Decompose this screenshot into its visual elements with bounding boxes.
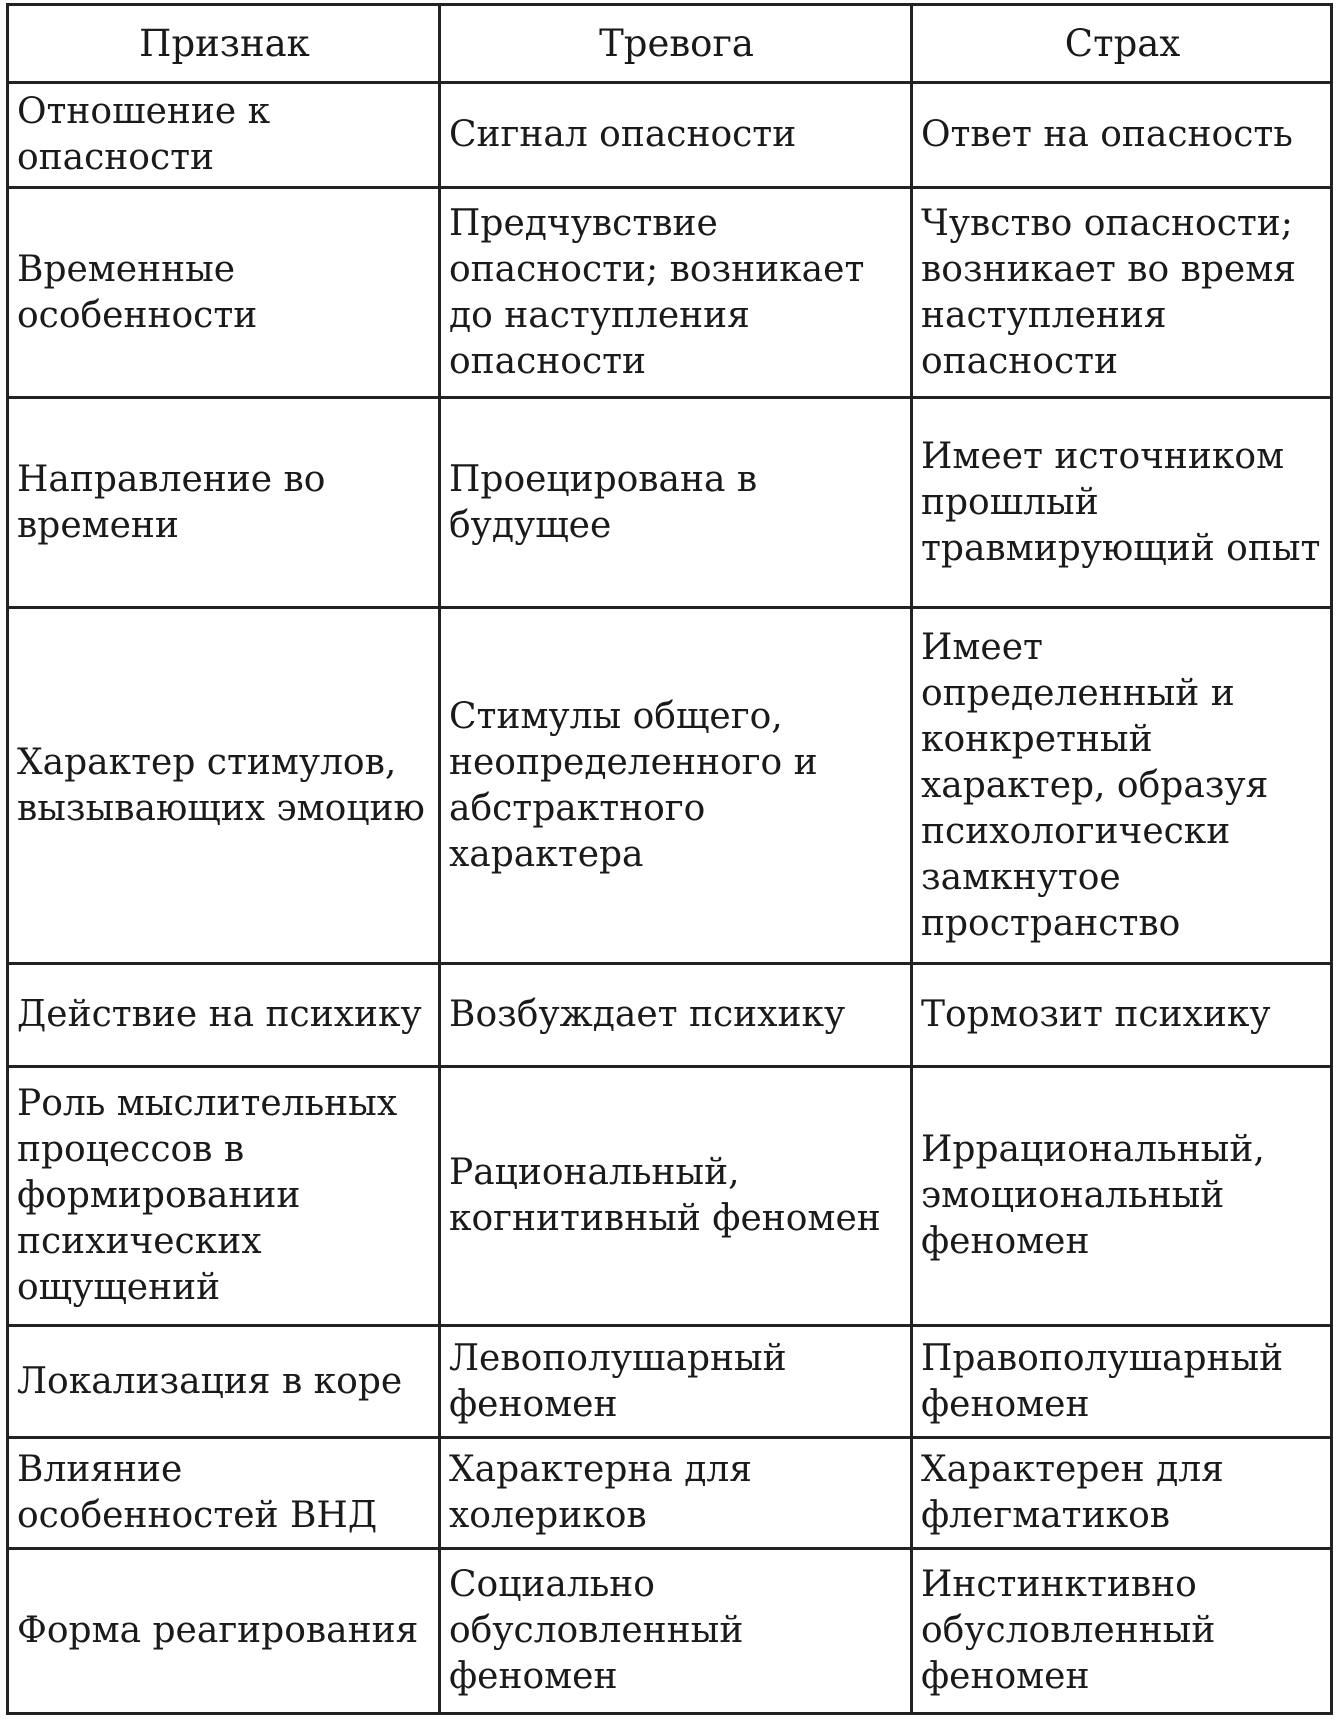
table-row [8, 83, 1332, 188]
row-fear-text: Чувство опасности; возникает во время наступления опасности [921, 202, 1296, 382]
table-header-row [8, 5, 1332, 83]
row-feature-text: Временные особенности [17, 248, 258, 336]
table-row [8, 1438, 1332, 1549]
row-fear-cell [912, 83, 1332, 188]
row-anxiety-text: Характерна для холериков [449, 1449, 753, 1537]
row-feature-cell [8, 1549, 440, 1714]
row-fear-text: Характерен для флегматиков [921, 1449, 1224, 1537]
row-anxiety-text: Социально обусловленный феномен [449, 1564, 744, 1698]
row-feature-cell [8, 188, 440, 398]
row-anxiety-cell [440, 398, 912, 608]
row-feature-cell [8, 83, 440, 188]
row-fear-text: Инстинктивно обусловленный феномен [921, 1564, 1216, 1698]
row-anxiety-text: Левополушарный феномен [449, 1337, 787, 1425]
row-feature-text: Действие на психику [17, 994, 422, 1036]
row-feature-text: Форма реагирования [17, 1610, 419, 1652]
row-fear-text: Ответ на опасность [921, 114, 1293, 156]
row-anxiety-text: Предчувствие опасности; возникает до наступления опасности [449, 202, 865, 382]
row-anxiety-cell [440, 1067, 912, 1326]
row-fear-cell [912, 1549, 1332, 1714]
row-feature-cell [8, 1325, 440, 1437]
row-fear-text: Тормозит психику [921, 994, 1271, 1036]
row-feature-text: Направление во времени [17, 458, 326, 546]
table-row [8, 1549, 1332, 1714]
row-feature-text: Роль мыслительных процессов в формировании психических ощущений [17, 1083, 398, 1309]
table-row [8, 188, 1332, 398]
row-feature-cell [8, 1067, 440, 1326]
header-fear: Страх [912, 5, 1332, 83]
row-anxiety-cell [440, 608, 912, 964]
row-fear-text: Иррациональный, эмоциональный феномен [921, 1129, 1265, 1263]
row-anxiety-cell [440, 1549, 912, 1714]
row-fear-text: Имеет определенный и конкретный характер, образуя психологически замкнутое пространство [921, 626, 1269, 944]
row-fear-cell [912, 608, 1332, 964]
row-feature-cell [8, 964, 440, 1067]
row-anxiety-cell [440, 1438, 912, 1549]
row-feature-text: Отношение к опасности [17, 91, 271, 179]
header-feature: Признак [8, 5, 440, 83]
row-fear-cell [912, 1438, 1332, 1549]
row-anxiety-cell [440, 83, 912, 188]
row-feature-text: Локализация в коре [17, 1360, 403, 1402]
header-anxiety: Тревога [440, 5, 912, 83]
row-fear-cell [912, 188, 1332, 398]
table-row [8, 964, 1332, 1067]
row-feature-cell [8, 1438, 440, 1549]
row-fear-cell [912, 1067, 1332, 1326]
row-fear-cell [912, 964, 1332, 1067]
row-anxiety-cell [440, 964, 912, 1067]
row-feature-text: Характер стимулов, вызывающих эмоцию [17, 741, 425, 829]
row-anxiety-text: Проецирована в будущее [449, 458, 758, 546]
row-fear-cell [912, 398, 1332, 608]
row-feature-text: Влияние особенностей ВНД [17, 1449, 378, 1537]
row-anxiety-cell [440, 188, 912, 398]
row-anxiety-cell [440, 1325, 912, 1437]
table-row [8, 608, 1332, 964]
row-feature-cell [8, 398, 440, 608]
table-row [8, 1067, 1332, 1326]
row-anxiety-text: Сигнал опасности [449, 114, 797, 156]
table-row [8, 1325, 1332, 1437]
row-anxiety-text: Рациональный, когнитивный феномен [449, 1152, 881, 1240]
row-anxiety-text: Стимулы общего, неопределенного и абстрактного характера [449, 695, 818, 875]
table-row [8, 398, 1332, 608]
row-anxiety-text: Возбуждает психику [449, 994, 846, 1036]
comparison-table [6, 3, 1333, 1715]
row-fear-text: Правополушарный феномен [921, 1337, 1284, 1425]
row-feature-cell [8, 608, 440, 964]
row-fear-cell [912, 1325, 1332, 1437]
row-fear-text: Имеет источником прошлый травмирующий опыт [921, 435, 1321, 569]
